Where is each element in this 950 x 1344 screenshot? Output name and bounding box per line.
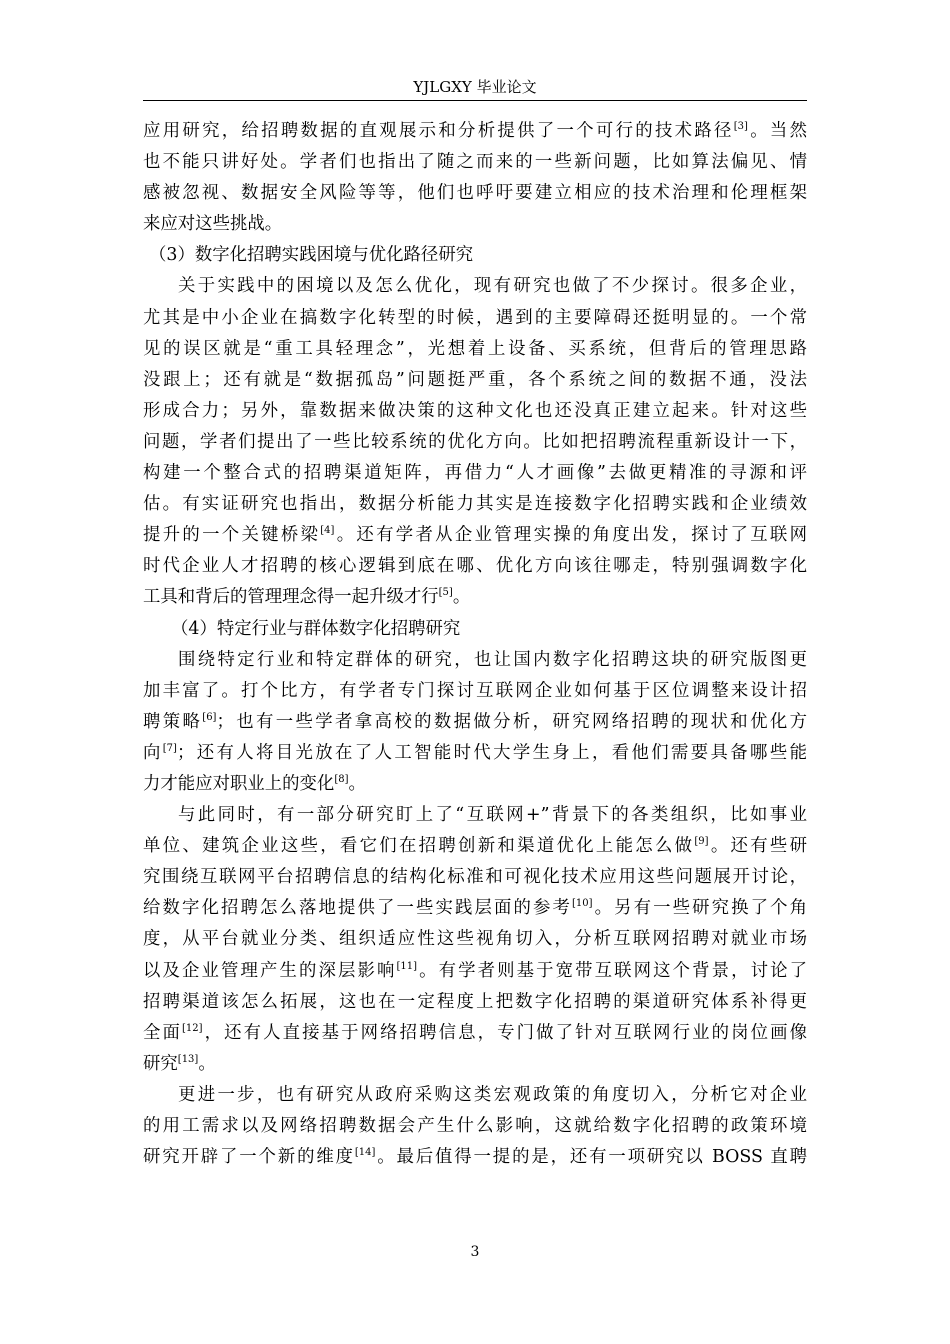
line-text-after: 。还有学者从企业管理实操的角度出发，探讨了互联网 <box>334 525 807 546</box>
text-line <box>143 645 807 676</box>
text-line <box>143 209 807 240</box>
text-line <box>143 987 807 1018</box>
text-line <box>143 1111 807 1142</box>
line-text: 没跟上；还有就是“数据孤岛”问题挺严重，各个系统之间的数据不通，没法 <box>143 369 807 390</box>
text-line <box>143 893 807 924</box>
text-line <box>143 862 807 893</box>
text-line <box>143 458 807 489</box>
line-text: 构建一个整合式的招聘渠道矩阵，再借力“人才画像”去做更精准的寻源和评 <box>143 463 807 484</box>
text-line <box>143 956 807 987</box>
line-text-after: ，还有人直接基于网络招聘信息，专门做了针对互联网行业的岗位画像 <box>202 1022 807 1043</box>
section-heading <box>143 240 807 271</box>
line-text-after: ；还有人将目光放在了人工智能时代大学生身上，看他们需要具备哪些能 <box>176 742 807 763</box>
text-line <box>143 551 807 582</box>
citation-ref: [8] <box>334 773 349 785</box>
citation-ref: [14] <box>354 1147 376 1159</box>
line-text: 加丰富了。打个比方，有学者专门探讨互联网企业如何基于区位调整来设计招 <box>143 680 807 701</box>
line-text: （3）数字化招聘实践困境与优化路径研究 <box>149 245 474 266</box>
citation-ref: [4] <box>320 525 335 537</box>
citation-ref: [5] <box>438 587 453 599</box>
text-line <box>143 769 807 800</box>
line-text-after: 。 <box>198 1053 216 1074</box>
text-line <box>143 707 807 738</box>
citation-ref: [13] <box>177 1053 199 1065</box>
line-text: 形成合力；另外，靠数据来做决策的这种文化也还没真正建立起来。针对这些 <box>143 400 807 421</box>
text-line <box>143 800 807 831</box>
line-text-after: 。当然 <box>747 121 807 141</box>
line-text: 给数字化招聘怎么落地提供了一些实践层面的参考 <box>143 898 572 919</box>
line-text: 关于实践中的困境以及怎么优化，现有研究也做了不少探讨。很多企业， <box>178 276 807 297</box>
line-text: 以及企业管理产生的深层影响 <box>143 960 397 981</box>
line-text: （4）特定行业与群体数字化招聘研究 <box>171 618 461 639</box>
text-line <box>143 271 807 302</box>
line-text: 力才能应对职业上的变化 <box>143 773 335 794</box>
running-header: YJLGXY 毕业论文 <box>413 78 537 96</box>
line-text: 估。有实证研究也指出，数据分析能力其实是连接数字化招聘实践和企业绩效 <box>143 494 807 515</box>
text-line <box>143 1049 807 1080</box>
section-heading <box>143 614 807 645</box>
text-line <box>143 1080 807 1111</box>
citation-ref: [10] <box>571 898 593 910</box>
line-text: 感被忽视、数据安全风险等等，他们也呼吁要建立相应的技术治理和伦理框架 <box>143 183 807 204</box>
line-text: 时代企业人才招聘的核心逻辑到底在哪、优化方向该往哪走，特别强调数字化 <box>143 556 807 577</box>
page-body <box>143 116 807 1173</box>
line-text-after: 。 <box>452 587 471 608</box>
line-text: 研究开辟了一个新的维度 <box>143 1147 355 1168</box>
citation-ref: [6] <box>202 711 217 723</box>
text-line <box>143 178 807 209</box>
text-line <box>143 365 807 396</box>
text-line <box>143 520 807 551</box>
page-number: 3 <box>470 1244 480 1260</box>
line-text: 也不能只讲好处。学者们也指出了随之而来的一些新问题，比如算法偏见、情 <box>143 152 807 173</box>
line-text: 来应对这些挑战。 <box>143 214 283 235</box>
text-line <box>143 334 807 365</box>
line-text-after: 。有学者则基于宽带互联网这个背景，讨论了 <box>417 960 807 981</box>
text-line <box>143 116 807 147</box>
line-text-after: ；也有一些学者拿高校的数据做分析，研究网络招聘的现状和优化方 <box>216 711 807 732</box>
citation-ref: [9] <box>694 836 709 848</box>
line-text: 研究 <box>143 1053 178 1074</box>
line-text: 见的误区就是“重工具轻理念”，光想着上设备、买系统，但背后的管理思路 <box>143 338 807 359</box>
line-text: 招聘渠道该怎么拓展，这也在一定程度上把数字化招聘的渠道研究体系补得更 <box>143 991 807 1012</box>
line-text: 提升的一个关键桥梁 <box>143 525 321 546</box>
text-line <box>143 489 807 520</box>
text-line <box>143 831 807 862</box>
line-text: 尤其是中小企业在搞数字化转型的时候，遇到的主要障碍还挺明显的。一个常 <box>143 307 807 328</box>
line-text: 更进一步，也有研究从政府采购这类宏观政策的角度切入，分析它对企业 <box>178 1084 807 1105</box>
line-text: 聘策略 <box>143 711 203 732</box>
text-line <box>143 582 807 613</box>
text-line <box>143 738 807 769</box>
text-line <box>143 924 807 955</box>
line-text: 工具和背后的管理理念得一起升级才行 <box>143 587 439 608</box>
line-text: 与此同时，有一部分研究盯上了“互联网+”背景下的各类组织，比如事业 <box>178 805 807 826</box>
citation-ref: [7] <box>162 742 177 754</box>
citation-ref: [11] <box>396 960 418 972</box>
line-text: 向 <box>143 742 163 763</box>
line-text: 单位、建筑企业这些，看它们在招聘创新和渠道优化上能怎么做 <box>143 836 695 857</box>
text-line <box>143 147 807 178</box>
line-text: 的用工需求以及网络招聘数据会产生什么影响，这就给数字化招聘的政策环境 <box>143 1116 807 1136</box>
text-line <box>143 676 807 707</box>
line-text: 全面 <box>143 1022 182 1043</box>
text-line <box>143 1142 807 1173</box>
text-line <box>143 303 807 334</box>
line-text: 围绕特定行业和特定群体的研究，也让国内数字化招聘这块的研究版图更 <box>178 649 807 670</box>
text-line <box>143 427 807 458</box>
line-text: 应用研究，给招聘数据的直观展示和分析提供了一个可行的技术路径 <box>143 121 734 141</box>
line-text-after: 。另有一些研究换了个角 <box>592 898 807 919</box>
text-line <box>143 396 807 427</box>
header-rule <box>143 100 807 101</box>
line-text-after: 。 <box>348 773 366 794</box>
line-text: 问题，学者们提出了一些比较系统的优化方向。比如把招聘流程重新设计一下， <box>143 431 807 452</box>
citation-ref: [12] <box>182 1022 203 1034</box>
line-text-after: 。还有些研 <box>708 836 807 857</box>
line-text-after: 。最后值得一提的是，还有一项研究以 BOSS 直聘 <box>375 1147 807 1168</box>
line-text: 度，从平台就业分类、组织适应性这些视角切入，分析互联网招聘对就业市场 <box>143 929 807 950</box>
citation-ref: [3] <box>733 121 748 132</box>
line-text: 究围绕互联网平台招聘信息的结构化标准和可视化技术应用这些问题展开讨论， <box>143 867 807 888</box>
text-line <box>143 1018 807 1049</box>
